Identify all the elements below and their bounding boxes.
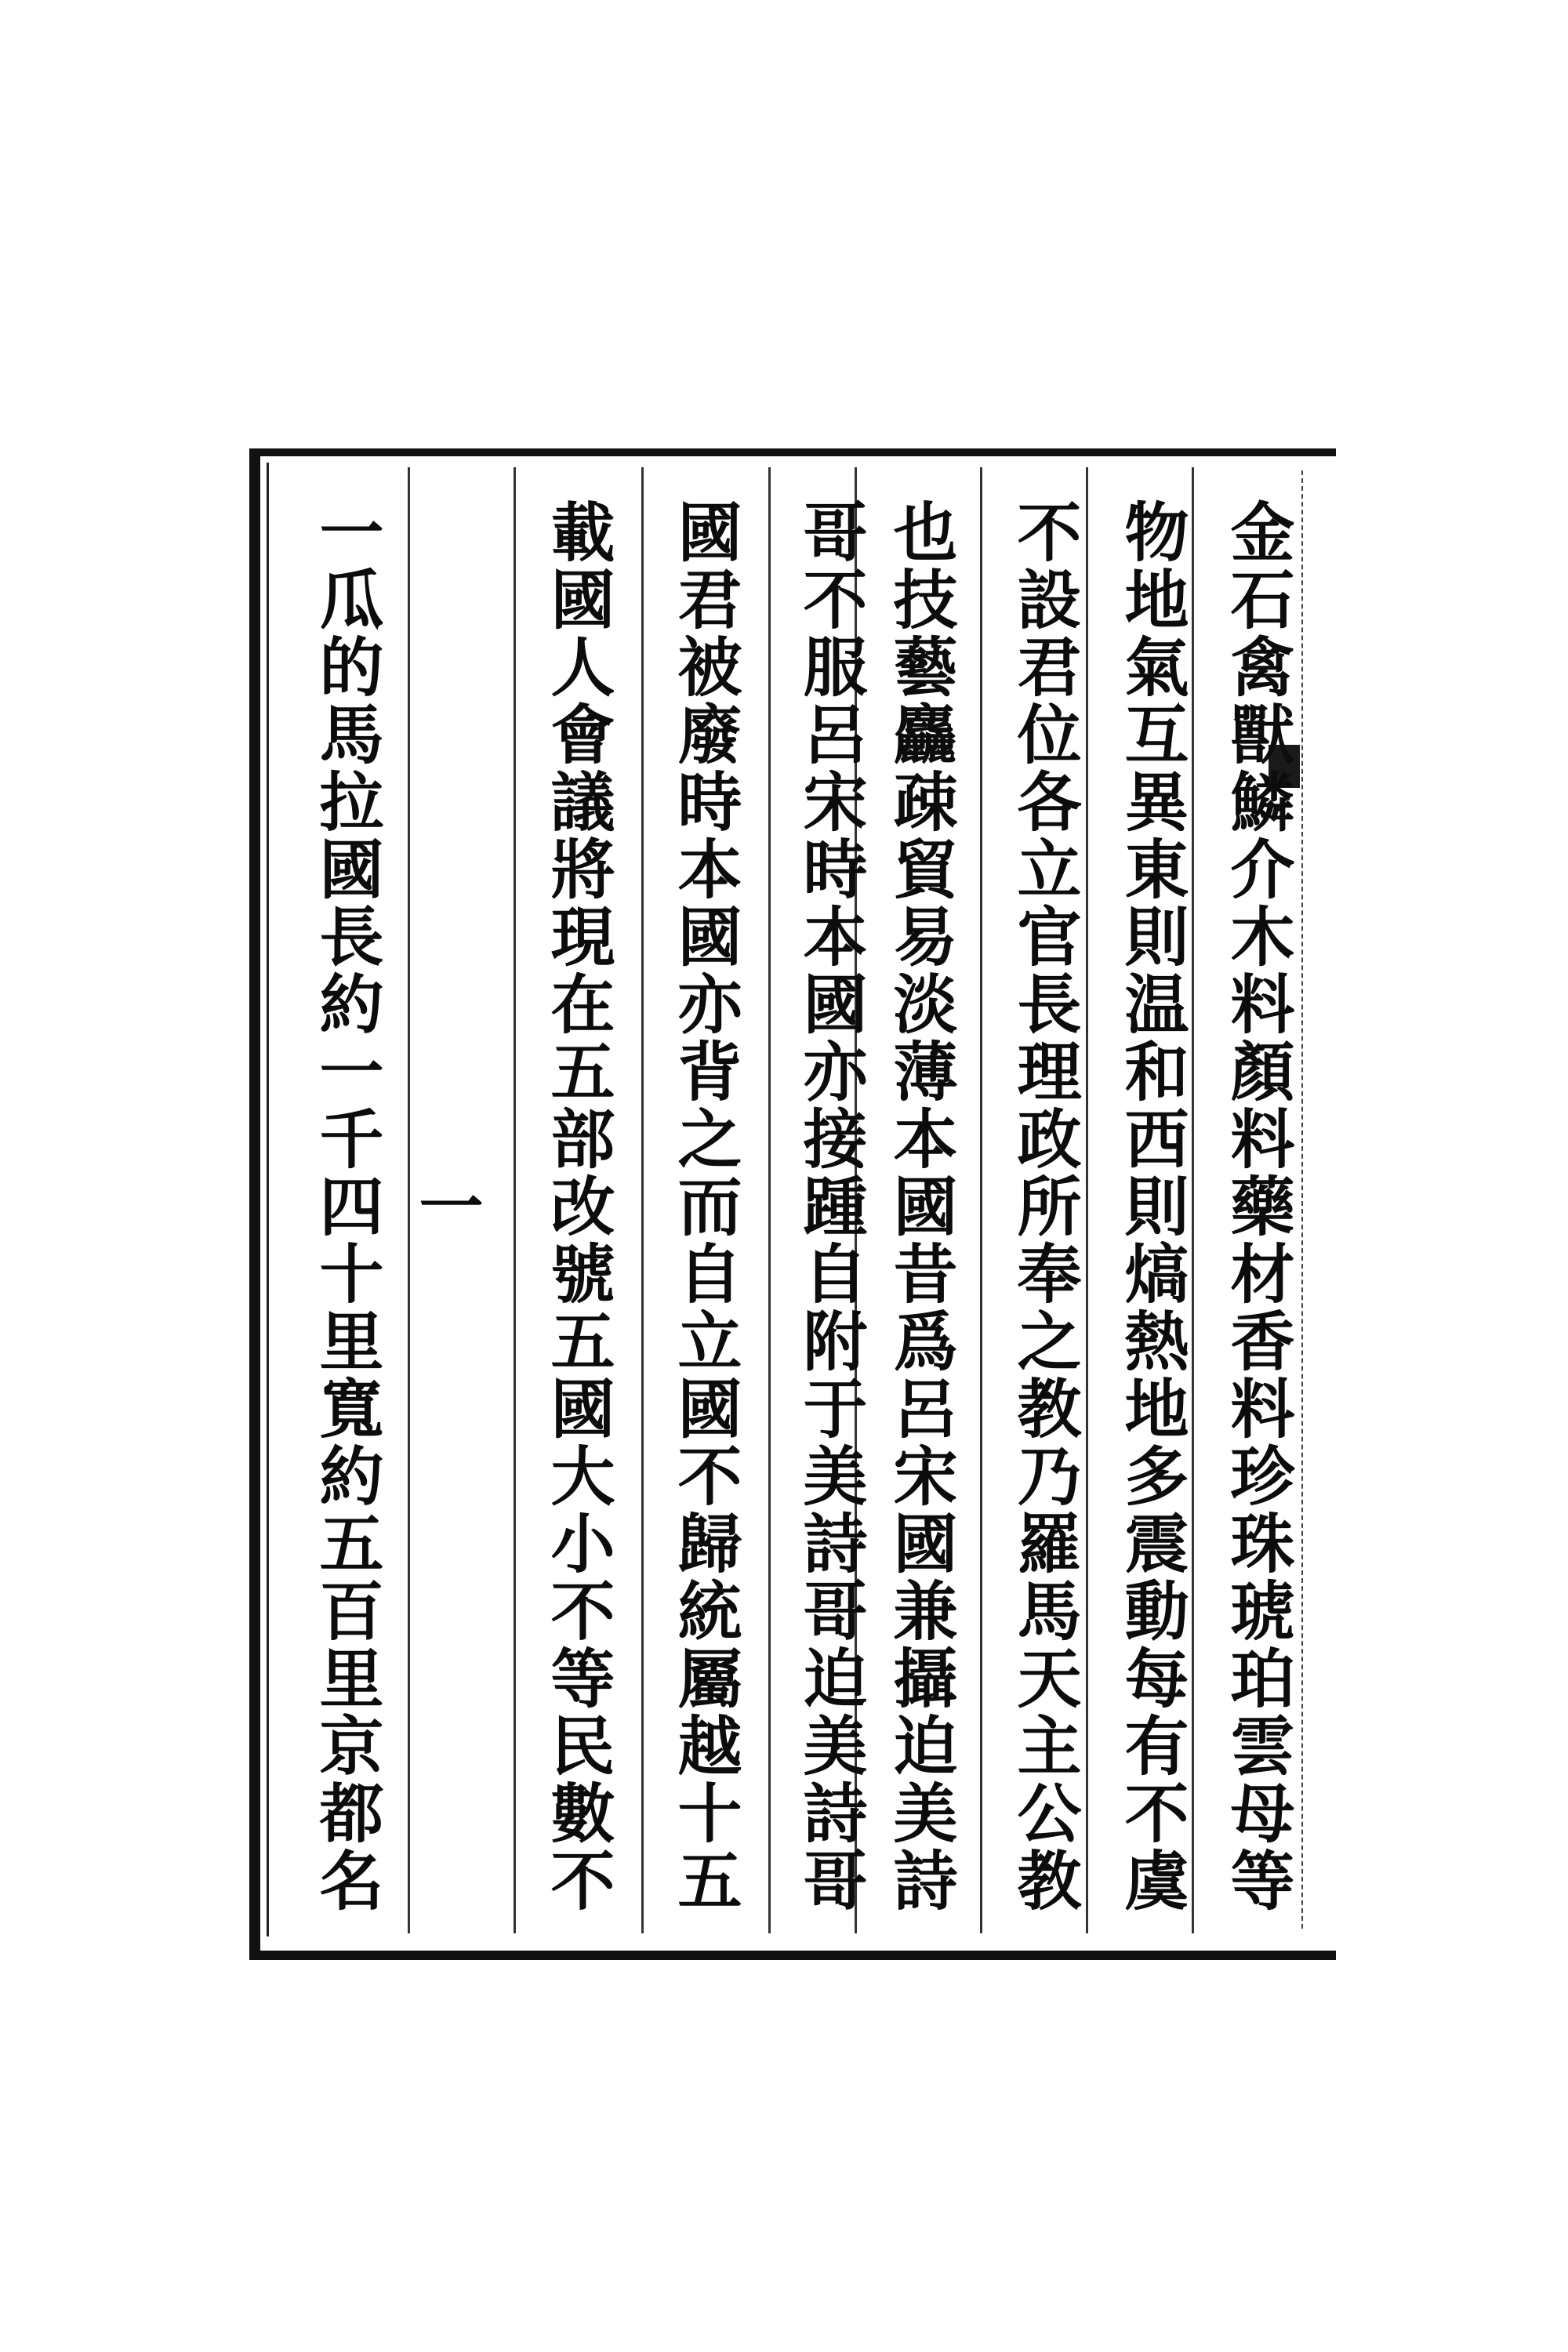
text-column-2: 物地氣互異東則温和西則熇熱地多震動每有不虞: [1114, 499, 1189, 1915]
fold-edge: [1301, 470, 1303, 1929]
column-rule: [980, 467, 982, 1933]
column-rule: [768, 467, 771, 1933]
frame-inner-rule: [267, 463, 269, 1936]
text-column-9: 一瓜的馬拉國長約一千四十里寬約五百里京都名: [309, 499, 384, 1915]
text-column-4: 也技藝麤疎貿易淡薄本國昔爲呂宋國兼攝迫美詩: [883, 499, 958, 1915]
text-column-5: 哥不服呂宋時本國亦接踵自附于美詩哥迫美詩哥: [793, 499, 868, 1915]
text-column-8: 一: [408, 1173, 484, 1240]
text-column-3: 不設君位各立官長理政所奉之教乃羅馬天主公教: [1007, 499, 1082, 1915]
column-rule: [641, 467, 644, 1933]
text-column-1: 金石禽獸鱗介木料顏料藥材香料珍珠琥珀雲母等: [1220, 499, 1295, 1915]
text-column-7: 載國人會議將現在五部改號五國大小不等民數不: [540, 499, 615, 1915]
column-rule: [514, 467, 516, 1933]
text-column-6: 國君被廢時本國亦背之而自立國不歸統屬越十五: [667, 499, 742, 1915]
